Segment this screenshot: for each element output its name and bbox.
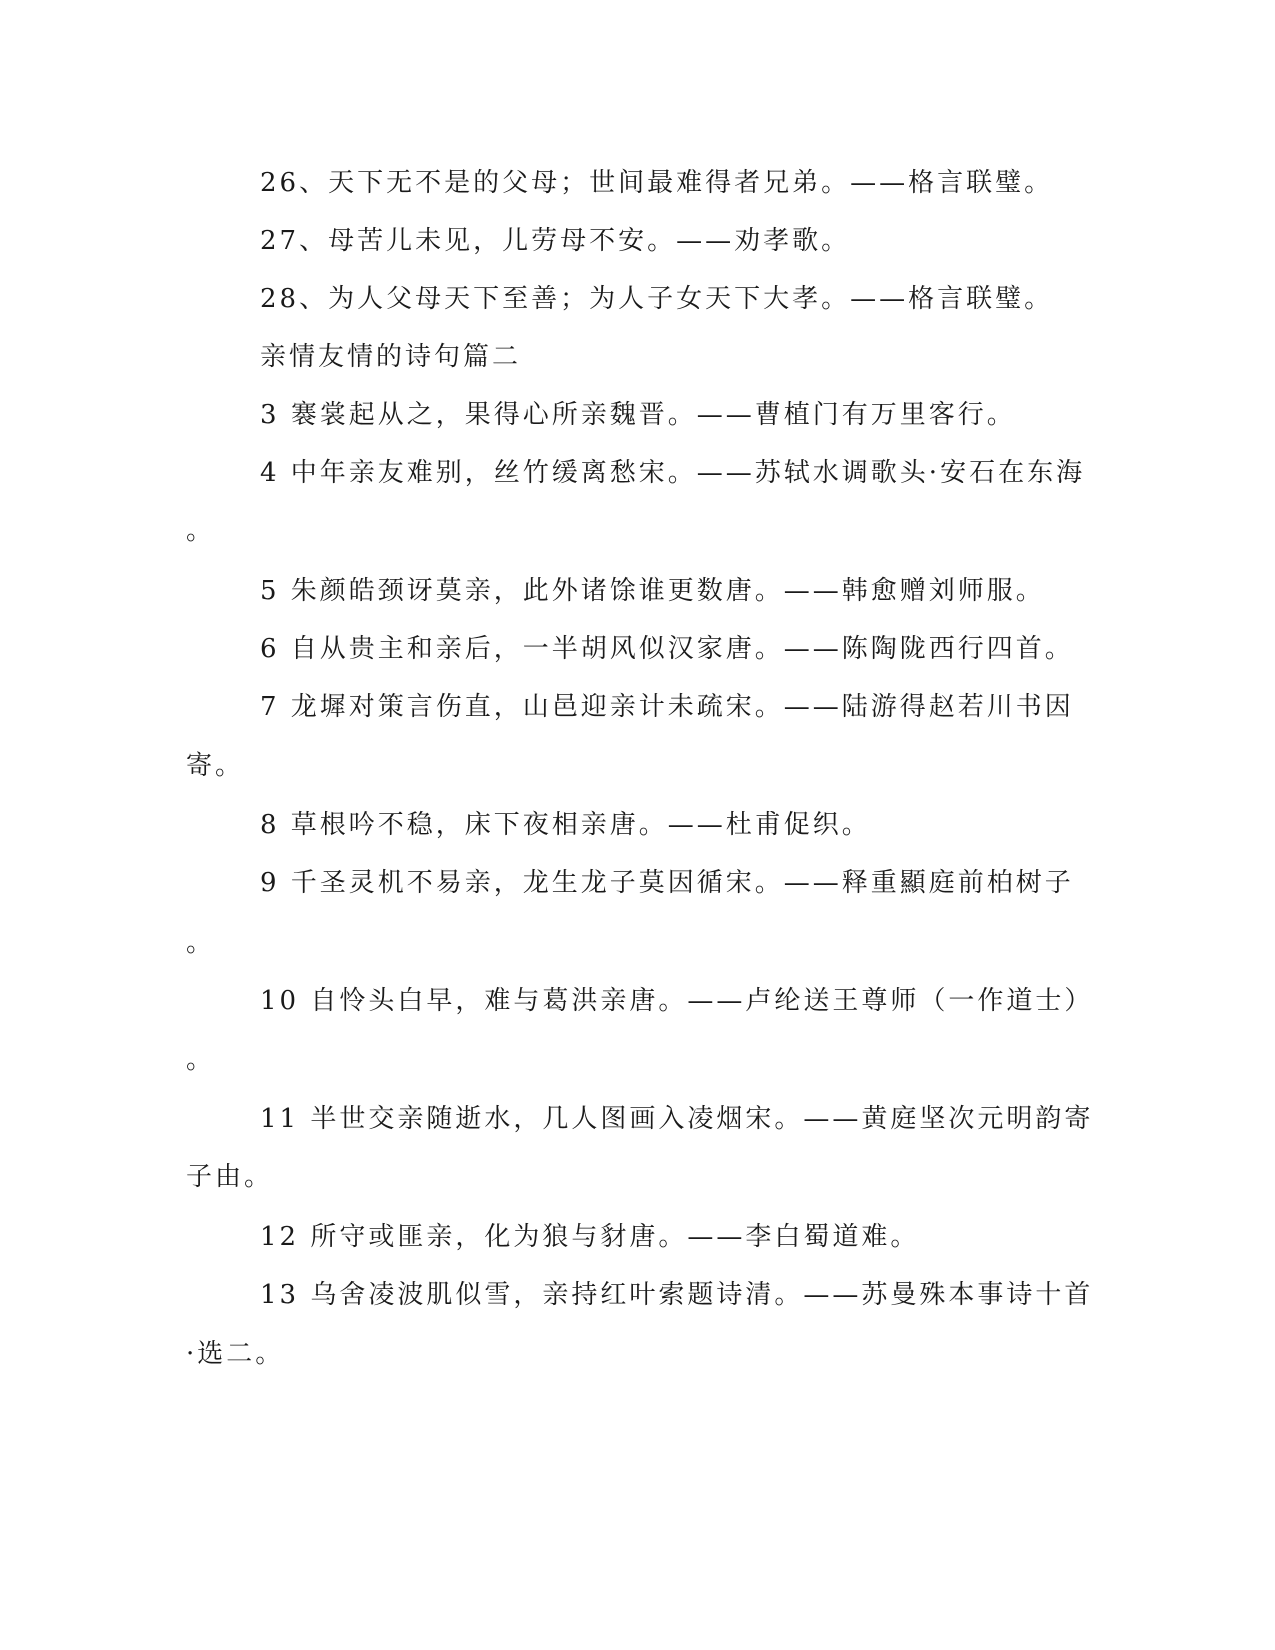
quote-line-27: 27、母苦儿未见，儿劳母不安。——劝孝歌。	[260, 226, 851, 256]
quote-line-3: 3 褰裳起从之，果得心所亲魏晋。——曹植门有万里客行。	[260, 400, 1016, 430]
quote-line-7: 7 龙墀对策言伤直，山邑迎亲计未疏宋。——陆游得赵若川书因	[260, 692, 1074, 722]
quote-line-5: 5 朱颜皓颈讶莫亲，此外诸馀谁更数唐。——韩愈赠刘师服。	[260, 576, 1045, 606]
quote-line-9: 9 千圣灵机不易亲，龙生龙子莫因循宋。——释重顯庭前柏树子	[260, 868, 1074, 898]
section-heading: 亲情友情的诗句篇二	[260, 342, 522, 372]
quote-line-9-continuation: 。	[186, 928, 216, 958]
quote-line-12: 12 所守或匪亲，化为狼与豺唐。——李白蜀道难。	[260, 1222, 920, 1252]
quote-line-13-continuation: ·选二。	[186, 1339, 285, 1369]
quote-line-8: 8 草根吟不稳，床下夜相亲唐。——杜甫促织。	[260, 810, 871, 840]
quote-line-4-continuation: 。	[186, 516, 216, 546]
quote-line-11: 11 半世交亲随逝水，几人图画入凌烟宋。——黄庭坚次元明韵寄	[260, 1104, 1094, 1134]
quote-line-6: 6 自从贵主和亲后，一半胡风似汉家唐。——陈陶陇西行四首。	[260, 634, 1074, 664]
quote-line-10-continuation: 。	[186, 1045, 216, 1075]
quote-line-4: 4 中年亲友难别，丝竹缓离愁宋。——苏轼水调歌头·安石在东海	[260, 458, 1086, 488]
quote-line-7-continuation: 寄。	[186, 751, 245, 781]
quote-line-11-continuation: 子由。	[186, 1162, 274, 1192]
quote-line-10: 10 自怜头白早，难与葛洪亲唐。——卢纶送王尊师（一作道士）	[260, 986, 1094, 1016]
quote-line-28: 28、为人父母天下至善；为人子女天下大孝。——格言联璧。	[260, 284, 1054, 314]
quote-line-26: 26、天下无不是的父母；世间最难得者兄弟。——格言联璧。	[260, 168, 1054, 198]
quote-line-13: 13 乌舍凌波肌似雪，亲持红叶索题诗清。——苏曼殊本事诗十首	[260, 1280, 1094, 1310]
